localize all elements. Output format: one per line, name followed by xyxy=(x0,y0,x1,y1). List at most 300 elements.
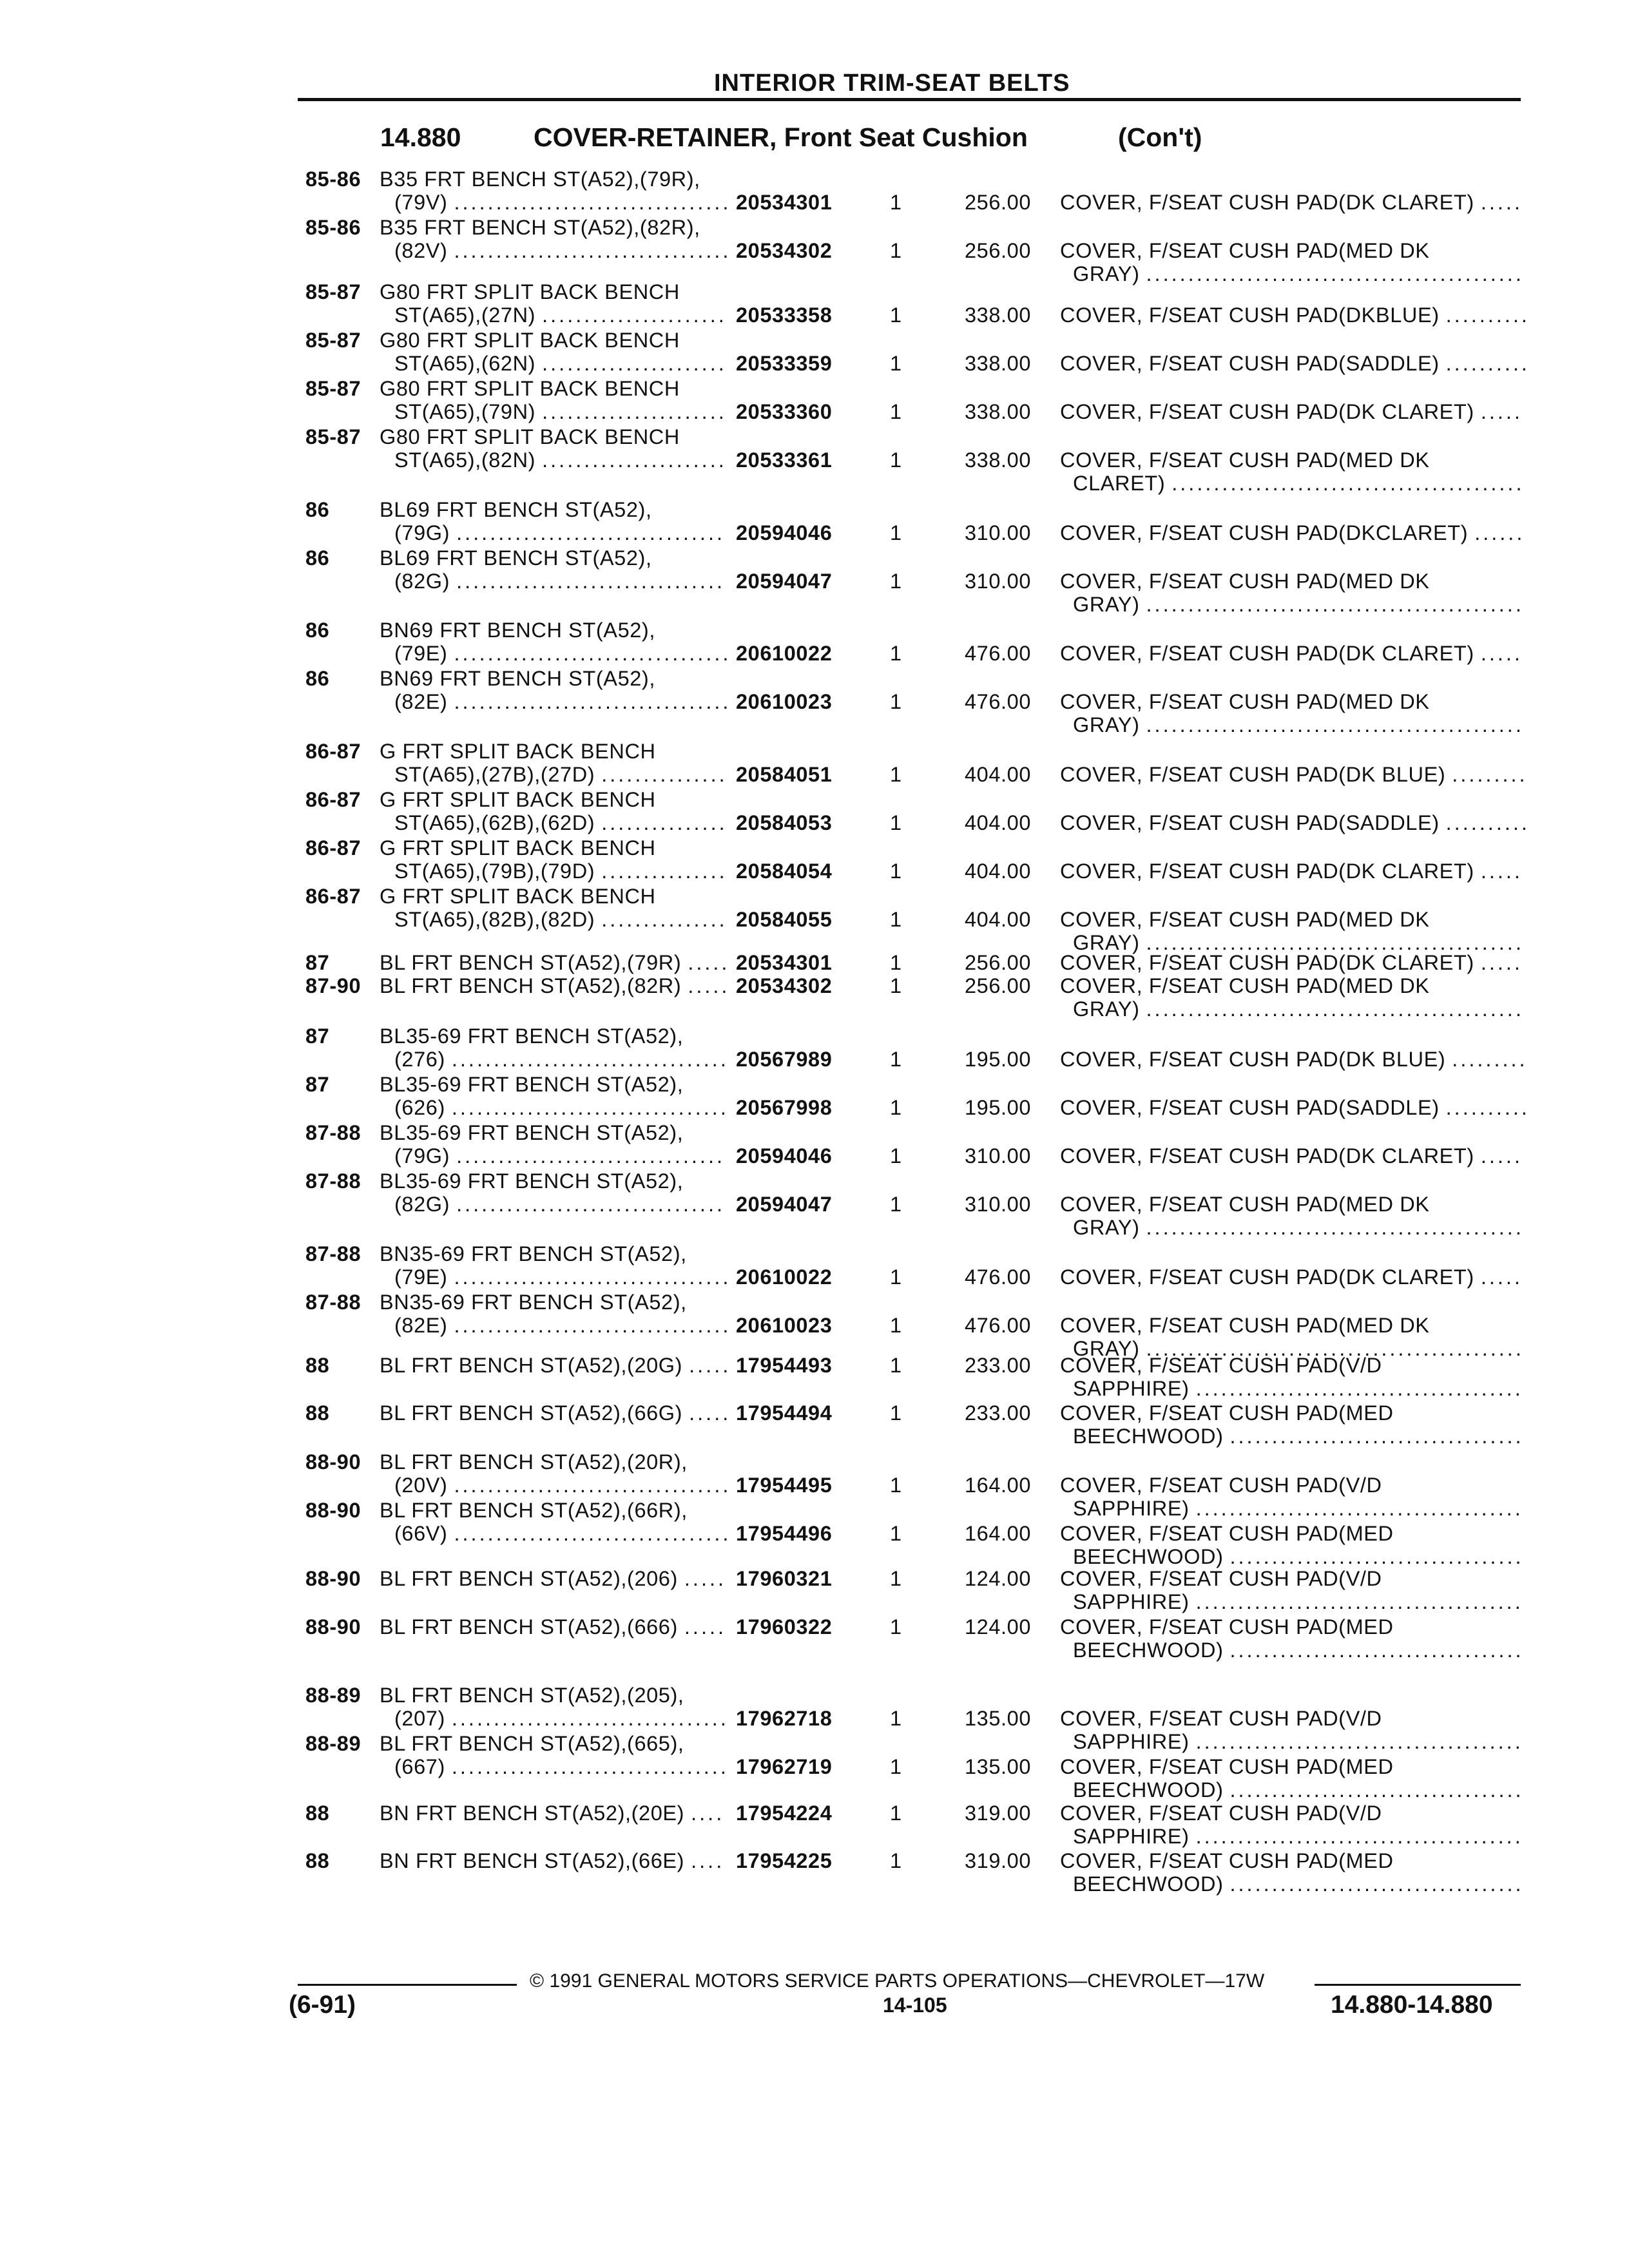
row-part-name-cont: SAPPHIRE) xyxy=(1073,1730,1190,1753)
row-part-name: COVER, F/SEAT CUSH PAD(MED DK xyxy=(1060,1314,1430,1337)
leader-dots: ................................. xyxy=(454,690,731,713)
leader-dots: ..... xyxy=(684,1567,727,1590)
row-quantity: 1 xyxy=(890,1615,902,1639)
row-description-cont: ST(A65),(27B),(27D) xyxy=(394,763,595,786)
row-part-name: COVER, F/SEAT CUSH PAD(MED xyxy=(1060,1401,1394,1425)
row-part-number: 20610022 xyxy=(736,642,833,665)
row-part-number: 20534302 xyxy=(736,974,833,997)
row-description: BN69 FRT BENCH ST(A52), xyxy=(380,619,655,642)
row-price: 256.00 xyxy=(964,191,1031,214)
row-part-name: COVER, F/SEAT CUSH PAD(MED xyxy=(1060,1615,1394,1639)
row-description: BL FRT BENCH ST(A52),(205), xyxy=(380,1684,684,1707)
row-part-name: COVER, F/SEAT CUSH PAD(DK CLARET) xyxy=(1060,191,1474,214)
row-years: 85-86 xyxy=(305,216,361,239)
row-quantity: 1 xyxy=(890,1401,902,1425)
leader-dots: .......................................... xyxy=(1171,472,1525,495)
row-quantity: 1 xyxy=(890,1144,902,1168)
row-quantity: 1 xyxy=(890,1096,902,1119)
leader-dots: ..... xyxy=(1480,951,1523,974)
row-price: 124.00 xyxy=(964,1567,1031,1590)
row-part-name: COVER, F/SEAT CUSH PAD(MED DK xyxy=(1060,239,1430,262)
footer-rule-left xyxy=(298,1984,517,1986)
leader-dots: ..... xyxy=(1480,191,1523,214)
leader-dots: ................................... xyxy=(1229,1425,1524,1448)
row-part-number: 20567989 xyxy=(736,1048,833,1071)
row-description-cont: (79V) xyxy=(394,191,448,214)
row-description: BL35-69 FRT BENCH ST(A52), xyxy=(380,1024,684,1048)
row-part-name: COVER, F/SEAT CUSH PAD(DK CLARET) xyxy=(1060,1144,1474,1168)
row-part-number: 20584055 xyxy=(736,908,833,931)
row-price: 164.00 xyxy=(964,1522,1031,1545)
row-part-number: 20584051 xyxy=(736,763,833,786)
leader-dots: ..... xyxy=(684,1615,727,1639)
row-description-cont: ST(A65),(62N) xyxy=(394,352,536,375)
row-price: 195.00 xyxy=(964,1048,1031,1071)
row-part-number: 17962718 xyxy=(736,1707,833,1730)
row-part-name: COVER, F/SEAT CUSH PAD(MED DK xyxy=(1060,570,1430,593)
leader-dots: ................................. xyxy=(454,642,731,665)
row-description-cont: (82G) xyxy=(394,1193,450,1216)
row-quantity: 1 xyxy=(890,448,902,472)
row-years: 88-89 xyxy=(305,1684,361,1707)
row-quantity: 1 xyxy=(890,1265,902,1289)
row-years: 87-88 xyxy=(305,1121,361,1144)
row-quantity: 1 xyxy=(890,763,902,786)
leader-dots: ....................................... xyxy=(1195,1590,1523,1613)
row-years: 86-87 xyxy=(305,740,361,763)
leader-dots: ............... xyxy=(601,860,728,883)
row-part-name: COVER, F/SEAT CUSH PAD(V/D xyxy=(1060,1707,1382,1730)
row-part-number: 17954493 xyxy=(736,1354,833,1377)
row-years: 86 xyxy=(305,619,330,642)
row-price: 404.00 xyxy=(964,763,1031,786)
row-part-number: 20584053 xyxy=(736,811,833,834)
row-part-name-cont: BEECHWOOD) xyxy=(1073,1778,1224,1802)
row-quantity: 1 xyxy=(890,642,902,665)
leader-dots: ..... xyxy=(689,1354,731,1377)
row-description: BN35-69 FRT BENCH ST(A52), xyxy=(380,1242,687,1265)
row-years: 86-87 xyxy=(305,836,361,860)
row-part-name-cont: GRAY) xyxy=(1073,1216,1140,1239)
row-part-name: COVER, F/SEAT CUSH PAD(DK CLARET) xyxy=(1060,951,1474,974)
row-part-name: COVER, F/SEAT CUSH PAD(SADDLE) xyxy=(1060,811,1440,834)
row-price: 319.00 xyxy=(964,1802,1031,1825)
row-part-number: 20594046 xyxy=(736,1144,833,1168)
row-quantity: 1 xyxy=(890,570,902,593)
row-price: 164.00 xyxy=(964,1474,1031,1497)
leader-dots: ...... xyxy=(1474,521,1525,544)
row-description-cont: (82V) xyxy=(394,239,448,262)
row-part-name-cont: GRAY) xyxy=(1073,593,1140,616)
leader-dots: ............... xyxy=(601,763,728,786)
row-description: G80 FRT SPLIT BACK BENCH xyxy=(380,280,680,303)
leader-dots: ...................... xyxy=(542,400,727,423)
row-quantity: 1 xyxy=(890,1755,902,1778)
row-quantity: 1 xyxy=(890,690,902,713)
row-years: 86 xyxy=(305,667,330,690)
leader-dots: ....................................... xyxy=(1195,1497,1523,1520)
row-quantity: 1 xyxy=(890,1354,902,1377)
row-description: BN FRT BENCH ST(A52),(66E) xyxy=(380,1849,685,1872)
leader-dots: ................................... xyxy=(1229,1545,1524,1568)
leader-dots: ....................................... xyxy=(1195,1377,1523,1400)
row-description: G FRT SPLIT BACK BENCH xyxy=(380,740,656,763)
row-description: BN69 FRT BENCH ST(A52), xyxy=(380,667,655,690)
row-part-number: 20567998 xyxy=(736,1096,833,1119)
row-part-name-cont: CLARET) xyxy=(1073,472,1166,495)
row-description-cont: (82E) xyxy=(394,1314,448,1337)
row-description-cont: (79G) xyxy=(394,521,450,544)
row-years: 85-87 xyxy=(305,377,361,400)
row-quantity: 1 xyxy=(890,1707,902,1730)
leader-dots: ....................................... xyxy=(1195,1825,1523,1848)
row-years: 88-90 xyxy=(305,1450,361,1474)
leader-dots: ...................... xyxy=(542,352,727,375)
row-description: G80 FRT SPLIT BACK BENCH xyxy=(380,425,680,448)
row-part-number: 17954496 xyxy=(736,1522,833,1545)
row-quantity: 1 xyxy=(890,191,902,214)
row-part-name-cont: SAPPHIRE) xyxy=(1073,1497,1190,1520)
leader-dots: ............................................. xyxy=(1146,931,1524,954)
row-quantity: 1 xyxy=(890,1193,902,1216)
leader-dots: ............... xyxy=(601,811,728,834)
row-price: 338.00 xyxy=(964,400,1031,423)
leader-dots: ..... xyxy=(1480,860,1523,883)
row-part-number: 20594047 xyxy=(736,570,833,593)
leader-dots: ................................. xyxy=(454,1474,731,1497)
row-years: 87 xyxy=(305,1024,330,1048)
row-price: 476.00 xyxy=(964,1265,1031,1289)
row-description-cont: (626) xyxy=(394,1096,445,1119)
leader-dots: ............................................. xyxy=(1146,997,1524,1021)
row-years: 85-86 xyxy=(305,168,361,191)
row-price: 476.00 xyxy=(964,1314,1031,1337)
row-quantity: 1 xyxy=(890,1474,902,1497)
row-price: 256.00 xyxy=(964,974,1031,997)
row-part-number: 20594046 xyxy=(736,521,833,544)
row-price: 404.00 xyxy=(964,811,1031,834)
row-part-name: COVER, F/SEAT CUSH PAD(MED xyxy=(1060,1755,1394,1778)
leader-dots: .......... xyxy=(1445,1096,1530,1119)
section-number: 14.880 xyxy=(380,122,461,152)
row-description-cont: ST(A65),(62B),(62D) xyxy=(394,811,595,834)
row-quantity: 1 xyxy=(890,1567,902,1590)
row-price: 256.00 xyxy=(964,951,1031,974)
row-part-name: COVER, F/SEAT CUSH PAD(DK BLUE) xyxy=(1060,1048,1446,1071)
row-part-name-cont: SAPPHIRE) xyxy=(1073,1377,1190,1400)
row-description-cont: ST(A65),(82B),(82D) xyxy=(394,908,595,931)
row-part-name: COVER, F/SEAT CUSH PAD(SADDLE) xyxy=(1060,352,1440,375)
row-part-number: 20534302 xyxy=(736,239,833,262)
row-quantity: 1 xyxy=(890,303,902,327)
row-years: 85-87 xyxy=(305,280,361,303)
row-part-name-cont: GRAY) xyxy=(1073,931,1140,954)
row-quantity: 1 xyxy=(890,1048,902,1071)
leader-dots: ............................................. xyxy=(1146,713,1524,736)
row-quantity: 1 xyxy=(890,1849,902,1872)
row-part-name: COVER, F/SEAT CUSH PAD(MED DK xyxy=(1060,690,1430,713)
leader-dots: ................................... xyxy=(1229,1639,1524,1662)
row-description: G FRT SPLIT BACK BENCH xyxy=(380,836,656,860)
row-part-number: 17954225 xyxy=(736,1849,833,1872)
leader-dots: ................................... xyxy=(1229,1778,1524,1802)
row-quantity: 1 xyxy=(890,908,902,931)
footer-date: (6-91) xyxy=(289,1991,356,2019)
leader-dots: ............................................. xyxy=(1146,1216,1524,1239)
leader-dots: ................................. xyxy=(454,1265,731,1289)
row-part-name: COVER, F/SEAT CUSH PAD(DK BLUE) xyxy=(1060,763,1446,786)
row-description: BL FRT BENCH ST(A52),(66G) xyxy=(380,1401,683,1425)
leader-dots: ................................ xyxy=(456,570,726,593)
row-description-cont: (82G) xyxy=(394,570,450,593)
row-part-name: COVER, F/SEAT CUSH PAD(DKCLARET) xyxy=(1060,521,1469,544)
row-years: 87-88 xyxy=(305,1169,361,1193)
row-description: BN FRT BENCH ST(A52),(20E) xyxy=(380,1802,685,1825)
row-part-name: COVER, F/SEAT CUSH PAD(MED DK xyxy=(1060,974,1430,997)
leader-dots: ................................. xyxy=(454,1522,731,1545)
row-quantity: 1 xyxy=(890,521,902,544)
leader-dots: ..... xyxy=(1480,642,1523,665)
row-description: G FRT SPLIT BACK BENCH xyxy=(380,788,656,811)
leader-dots: ............................................. xyxy=(1146,1337,1524,1360)
row-description: BL FRT BENCH ST(A52),(666) xyxy=(380,1615,678,1639)
row-quantity: 1 xyxy=(890,239,902,262)
row-description: B35 FRT BENCH ST(A52),(79R), xyxy=(380,168,700,191)
row-years: 88 xyxy=(305,1354,330,1377)
leader-dots: ..... xyxy=(689,1401,731,1425)
leader-dots: ................................ xyxy=(456,1193,726,1216)
row-part-name-cont: BEECHWOOD) xyxy=(1073,1545,1224,1568)
row-years: 85-87 xyxy=(305,329,361,352)
row-price: 135.00 xyxy=(964,1707,1031,1730)
row-part-number: 20533360 xyxy=(736,400,833,423)
row-part-name-cont: GRAY) xyxy=(1073,997,1140,1021)
row-part-name: COVER, F/SEAT CUSH PAD(V/D xyxy=(1060,1567,1382,1590)
row-description: G80 FRT SPLIT BACK BENCH xyxy=(380,377,680,400)
row-price: 195.00 xyxy=(964,1096,1031,1119)
leader-dots: .......... xyxy=(1445,811,1530,834)
row-description: BL FRT BENCH ST(A52),(66R), xyxy=(380,1499,688,1522)
leader-dots: ....................................... xyxy=(1195,1730,1523,1753)
row-description: BL69 FRT BENCH ST(A52), xyxy=(380,498,652,521)
row-description: B35 FRT BENCH ST(A52),(82R), xyxy=(380,216,700,239)
row-part-name-cont: SAPPHIRE) xyxy=(1073,1590,1190,1613)
row-part-number: 20584054 xyxy=(736,860,833,883)
row-years: 86 xyxy=(305,498,330,521)
row-price: 233.00 xyxy=(964,1354,1031,1377)
row-description: G80 FRT SPLIT BACK BENCH xyxy=(380,329,680,352)
row-years: 86 xyxy=(305,546,330,570)
row-part-number: 17954224 xyxy=(736,1802,833,1825)
row-part-name: COVER, F/SEAT CUSH PAD(DK CLARET) xyxy=(1060,860,1474,883)
row-years: 85-87 xyxy=(305,425,361,448)
row-part-number: 17962719 xyxy=(736,1755,833,1778)
leader-dots: ...................... xyxy=(542,303,727,327)
leader-dots: ............................................. xyxy=(1146,593,1524,616)
footer-section-range: 14.880-14.880 xyxy=(1331,1991,1493,2019)
leader-dots: ......... xyxy=(1452,1048,1528,1071)
row-description-cont: (207) xyxy=(394,1707,445,1730)
row-part-number: 20610022 xyxy=(736,1265,833,1289)
leader-dots: ................................. xyxy=(451,1707,729,1730)
row-description: BL35-69 FRT BENCH ST(A52), xyxy=(380,1073,684,1096)
row-part-name: COVER, F/SEAT CUSH PAD(DK CLARET) xyxy=(1060,400,1474,423)
row-part-name-cont: GRAY) xyxy=(1073,262,1140,285)
footer-rule-right xyxy=(1315,1984,1521,1986)
row-quantity: 1 xyxy=(890,811,902,834)
row-quantity: 1 xyxy=(890,400,902,423)
row-quantity: 1 xyxy=(890,1802,902,1825)
row-price: 476.00 xyxy=(964,690,1031,713)
row-description: G FRT SPLIT BACK BENCH xyxy=(380,885,656,908)
row-description: BL FRT BENCH ST(A52),(79R) xyxy=(380,951,682,974)
row-description-cont: (667) xyxy=(394,1755,445,1778)
row-part-name: COVER, F/SEAT CUSH PAD(MED DK xyxy=(1060,1193,1430,1216)
leader-dots: ................................... xyxy=(1229,1872,1524,1896)
leader-dots: ...................... xyxy=(542,448,727,472)
row-price: 319.00 xyxy=(964,1849,1031,1872)
leader-dots: ................................. xyxy=(454,239,731,262)
leader-dots: ..... xyxy=(688,951,730,974)
section-title: COVER-RETAINER, Front Seat Cushion xyxy=(534,122,1028,152)
row-description: BL FRT BENCH ST(A52),(82R) xyxy=(380,974,682,997)
row-description: BN35-69 FRT BENCH ST(A52), xyxy=(380,1291,687,1314)
row-quantity: 1 xyxy=(890,1314,902,1337)
row-description-cont: ST(A65),(79B),(79D) xyxy=(394,860,595,883)
row-price: 310.00 xyxy=(964,1193,1031,1216)
row-years: 86-87 xyxy=(305,788,361,811)
leader-dots: ..... xyxy=(1480,1144,1523,1168)
row-description-cont: ST(A65),(82N) xyxy=(394,448,536,472)
row-part-name: COVER, F/SEAT CUSH PAD(MED xyxy=(1060,1522,1394,1545)
row-years: 86-87 xyxy=(305,885,361,908)
row-years: 88-90 xyxy=(305,1567,361,1590)
row-part-number: 20533359 xyxy=(736,352,833,375)
row-price: 124.00 xyxy=(964,1615,1031,1639)
row-description: BL FRT BENCH ST(A52),(206) xyxy=(380,1567,678,1590)
row-quantity: 1 xyxy=(890,974,902,997)
row-years: 88-90 xyxy=(305,1615,361,1639)
row-part-name: COVER, F/SEAT CUSH PAD(V/D xyxy=(1060,1354,1382,1377)
row-price: 338.00 xyxy=(964,352,1031,375)
row-part-name-cont: BEECHWOOD) xyxy=(1073,1872,1224,1896)
row-years: 88-90 xyxy=(305,1499,361,1522)
row-years: 88 xyxy=(305,1802,330,1825)
row-years: 87-88 xyxy=(305,1242,361,1265)
leader-dots: ................................. xyxy=(451,1096,729,1119)
page-header-title: INTERIOR TRIM-SEAT BELTS xyxy=(714,70,1070,97)
row-quantity: 1 xyxy=(890,951,902,974)
leader-dots: .... xyxy=(691,1802,725,1825)
leader-dots: ................................ xyxy=(456,521,726,544)
row-years: 88-89 xyxy=(305,1732,361,1755)
leader-dots: ..... xyxy=(688,974,730,997)
row-part-number: 17960322 xyxy=(736,1615,833,1639)
row-description: BL FRT BENCH ST(A52),(20R), xyxy=(380,1450,688,1474)
row-part-number: 20610023 xyxy=(736,1314,833,1337)
row-part-name-cont: GRAY) xyxy=(1073,713,1140,736)
row-years: 87-90 xyxy=(305,974,361,997)
leader-dots: ............... xyxy=(601,908,728,931)
leader-dots: .......... xyxy=(1445,303,1530,327)
leader-dots: ......... xyxy=(1452,763,1528,786)
row-price: 404.00 xyxy=(964,908,1031,931)
leader-dots: ................................ xyxy=(456,1144,726,1168)
row-price: 135.00 xyxy=(964,1755,1031,1778)
row-description-cont: (66V) xyxy=(394,1522,448,1545)
row-part-number: 20533361 xyxy=(736,448,833,472)
footer-copyright: © 1991 GENERAL MOTORS SERVICE PARTS OPERATIONS—CHEVROLET—17W xyxy=(530,1970,1265,1992)
row-part-number: 17954494 xyxy=(736,1401,833,1425)
row-part-name: COVER, F/SEAT CUSH PAD(SADDLE) xyxy=(1060,1096,1440,1119)
row-part-name-cont: BEECHWOOD) xyxy=(1073,1425,1224,1448)
row-price: 310.00 xyxy=(964,1144,1031,1168)
row-part-name-cont: SAPPHIRE) xyxy=(1073,1825,1190,1848)
section-continued: (Con't) xyxy=(1118,122,1202,152)
row-part-name: COVER, F/SEAT CUSH PAD(MED xyxy=(1060,1849,1394,1872)
row-description-cont: ST(A65),(79N) xyxy=(394,400,536,423)
leader-dots: ..... xyxy=(1480,400,1523,423)
row-part-name: COVER, F/SEAT CUSH PAD(MED DK xyxy=(1060,908,1430,931)
row-part-name: COVER, F/SEAT CUSH PAD(DK CLARET) xyxy=(1060,642,1474,665)
row-price: 310.00 xyxy=(964,521,1031,544)
row-description-cont: ST(A65),(27N) xyxy=(394,303,536,327)
row-price: 256.00 xyxy=(964,239,1031,262)
row-part-name-cont: BEECHWOOD) xyxy=(1073,1639,1224,1662)
row-part-number: 20534301 xyxy=(736,951,833,974)
leader-dots: ................................. xyxy=(454,191,731,214)
row-years: 88 xyxy=(305,1401,330,1425)
row-price: 338.00 xyxy=(964,303,1031,327)
row-years: 87 xyxy=(305,1073,330,1096)
row-description-cont: (79G) xyxy=(394,1144,450,1168)
row-years: 87-88 xyxy=(305,1291,361,1314)
row-years: 88 xyxy=(305,1849,330,1872)
row-description: BL35-69 FRT BENCH ST(A52), xyxy=(380,1121,684,1144)
row-quantity: 1 xyxy=(890,1522,902,1545)
footer-page-number: 14-105 xyxy=(883,1994,947,2017)
row-description: BL69 FRT BENCH ST(A52), xyxy=(380,546,652,570)
row-price: 338.00 xyxy=(964,448,1031,472)
leader-dots: ................................. xyxy=(454,1314,731,1337)
leader-dots: ................................. xyxy=(451,1048,729,1071)
row-price: 476.00 xyxy=(964,642,1031,665)
row-part-number: 20534301 xyxy=(736,191,833,214)
row-description: BL FRT BENCH ST(A52),(20G) xyxy=(380,1354,683,1377)
row-part-name-cont: GRAY) xyxy=(1073,1337,1140,1360)
row-description: BL35-69 FRT BENCH ST(A52), xyxy=(380,1169,684,1193)
row-description-cont: (20V) xyxy=(394,1474,448,1497)
row-price: 310.00 xyxy=(964,570,1031,593)
row-part-number: 20610023 xyxy=(736,690,833,713)
leader-dots: .... xyxy=(691,1849,725,1872)
row-part-number: 17960321 xyxy=(736,1567,833,1590)
row-description-cont: (79E) xyxy=(394,642,448,665)
row-part-number: 20594047 xyxy=(736,1193,833,1216)
row-description-cont: (79E) xyxy=(394,1265,448,1289)
row-years: 87 xyxy=(305,951,330,974)
row-part-name: COVER, F/SEAT CUSH PAD(V/D xyxy=(1060,1474,1382,1497)
row-part-name: COVER, F/SEAT CUSH PAD(V/D xyxy=(1060,1802,1382,1825)
leader-dots: .......... xyxy=(1445,352,1530,375)
row-price: 404.00 xyxy=(964,860,1031,883)
row-quantity: 1 xyxy=(890,860,902,883)
row-part-number: 20533358 xyxy=(736,303,833,327)
leader-dots: ............................................. xyxy=(1146,262,1524,285)
row-part-number: 17954495 xyxy=(736,1474,833,1497)
row-part-name: COVER, F/SEAT CUSH PAD(MED DK xyxy=(1060,448,1430,472)
row-part-name: COVER, F/SEAT CUSH PAD(DKBLUE) xyxy=(1060,303,1440,327)
